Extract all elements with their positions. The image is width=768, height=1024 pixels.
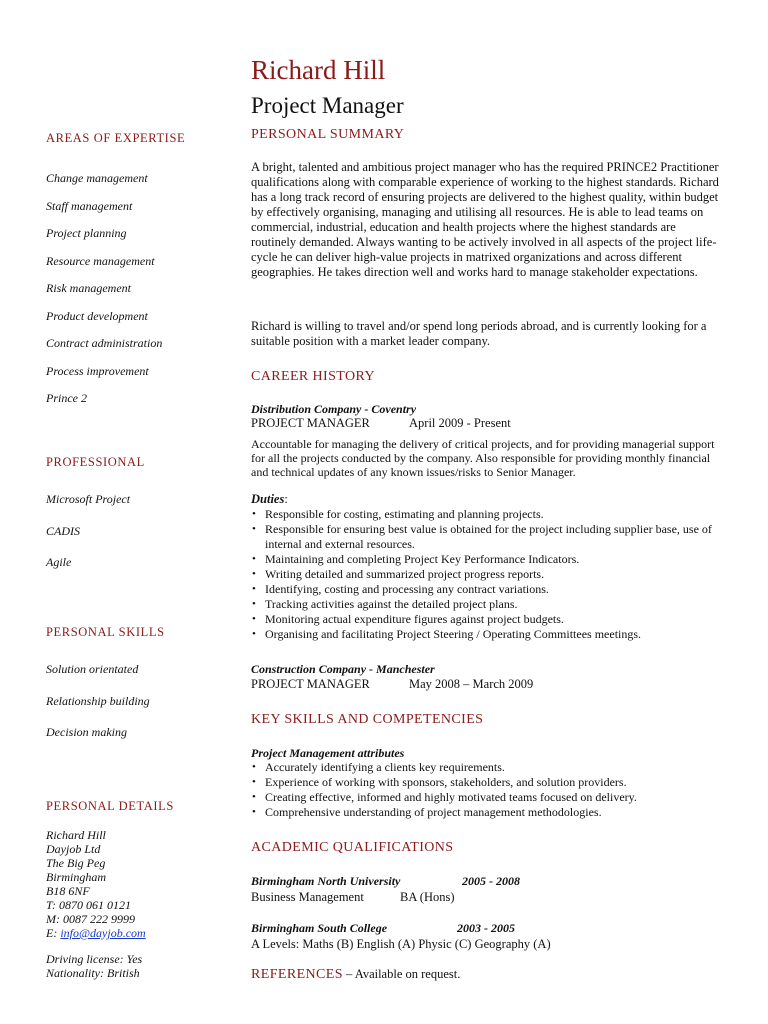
duty-item: • Tracking activities against the detailed project plans. bbox=[265, 597, 721, 612]
duty-item: • Responsible for costing, estimating and planning projects. bbox=[265, 507, 721, 522]
qualification-1-detail bbox=[251, 890, 455, 905]
details-line: The Big Peg bbox=[46, 856, 106, 870]
expertise-item: Product development bbox=[46, 308, 148, 323]
duty-item: • Writing detailed and summarized project progress reports. bbox=[265, 567, 721, 582]
summary-paragraph: A bright, talented and ambitious project manager who has the required PRINCE2 Practitioner qualifications along with comparable experience of working to the highest standards. Richard has a long track record of ensuring projects are delivered to the highest quality, within budget by effectively organising, managing and utilising all resources. He is able to lead teams on commercial, industrial, education and health projects where the highest standards are routinely demanded. Always wanting to be actively involved in all aspects of the project life-cycle he can deliver high-value projects in matrixed organizations and across different geographies. He takes direction well and works hard to manage stakeholder expectations. bbox=[251, 160, 719, 279]
key-skill-item: • Creating effective, informed and highly motivated teams focused on delivery. bbox=[265, 790, 721, 805]
professional-heading: PROFESSIONAL bbox=[46, 455, 145, 469]
personal-details-heading: PERSONAL DETAILS bbox=[46, 799, 174, 813]
personal-skill-item: Relationship building bbox=[46, 693, 150, 708]
key-skills-list bbox=[251, 760, 721, 820]
job1-company: Distribution Company - Coventry bbox=[251, 402, 417, 416]
expertise-item: Contract administration bbox=[46, 336, 163, 350]
references-line bbox=[251, 967, 460, 983]
expertise-item: Project planning bbox=[46, 226, 127, 240]
details-line: B18 6NF bbox=[46, 884, 90, 898]
expertise-item: Risk management bbox=[46, 281, 131, 295]
qualification-1-school: Birmingham North University bbox=[251, 874, 401, 888]
expertise-item: Staff management bbox=[46, 198, 133, 213]
personal-skills-heading: PERSONAL SKILLS bbox=[46, 625, 165, 639]
details-line: Richard Hill bbox=[46, 828, 106, 842]
expertise-item: Prince 2 bbox=[46, 391, 87, 405]
job1-role: PROJECT MANAGER bbox=[251, 416, 370, 430]
details-line: T: 0870 061 0121 bbox=[46, 898, 132, 912]
duties-label bbox=[251, 492, 288, 507]
expertise-item: Resource management bbox=[46, 253, 155, 268]
professional-item: Agile bbox=[46, 555, 72, 569]
qualification-2-years: 2003 - 2005 bbox=[457, 921, 515, 935]
details-line: M: 0087 222 9999 bbox=[46, 912, 135, 926]
details-line: Birmingham bbox=[46, 870, 106, 884]
job2-role: PROJECT MANAGER bbox=[251, 677, 370, 691]
personal-skill-item: Solution orientated bbox=[46, 662, 139, 676]
job2-company: Construction Company - Manchester bbox=[251, 662, 435, 676]
job1-role-row bbox=[251, 416, 511, 431]
duty-item: • Organising and facilitating Project Steering / Operating Committees meetings. bbox=[265, 627, 721, 642]
email-line bbox=[46, 926, 146, 940]
duty-item: • Maintaining and completing Project Key Performance Indicators. bbox=[265, 552, 721, 567]
references-heading: REFERENCES bbox=[251, 967, 343, 982]
professional-list bbox=[46, 484, 130, 579]
qualification-1-header bbox=[251, 874, 520, 889]
personal-details-block bbox=[46, 828, 146, 980]
personal-skill-item: Decision making bbox=[46, 725, 127, 739]
qualification-2-school: Birmingham South College bbox=[251, 921, 388, 935]
professional-item: Microsoft Project bbox=[46, 492, 131, 506]
details-line: Dayjob Ltd bbox=[46, 842, 101, 856]
expertise-list bbox=[46, 165, 162, 413]
academic-heading: ACADEMIC QUALIFICATIONS bbox=[251, 840, 454, 855]
email-prefix: E: bbox=[46, 926, 61, 940]
summary-paragraph-2: Richard is willing to travel and/or spend long periods abroad, and is currently looking for a suitable position with a market leader company. bbox=[251, 319, 707, 348]
duty-item: • Responsible for ensuring best value is obtained for the project including supplier base, use of internal and external resources. bbox=[265, 522, 721, 552]
key-skill-item: • Accurately identifying a clients key requirements. bbox=[265, 760, 721, 775]
candidate-name: Richard Hill bbox=[251, 55, 386, 85]
personal-skills-list bbox=[46, 654, 150, 749]
qualification-1-award: BA (Hons) bbox=[400, 890, 455, 904]
professional-item: CADIS bbox=[46, 523, 80, 538]
driving-license: Driving license: Yes bbox=[46, 952, 143, 966]
qualification-1-years: 2005 - 2008 bbox=[462, 874, 520, 888]
job2-role-row bbox=[251, 677, 533, 692]
qualification-1-course: Business Management bbox=[251, 890, 364, 904]
summary-heading: PERSONAL SUMMARY bbox=[251, 127, 405, 142]
job-title: Project Manager bbox=[251, 93, 404, 118]
job2-dates: May 2008 – March 2009 bbox=[409, 677, 534, 691]
references-text: Available on request. bbox=[354, 967, 461, 981]
duties-list bbox=[251, 507, 721, 642]
key-skills-subheading: Project Management attributes bbox=[251, 746, 405, 760]
nationality: Nationality: British bbox=[46, 966, 140, 980]
duty-item: • Monitoring actual expenditure figures against project budgets. bbox=[265, 612, 721, 627]
expertise-heading: AREAS OF EXPERTISE bbox=[46, 131, 186, 145]
expertise-item: Process improvement bbox=[46, 363, 149, 378]
key-skill-item: • Experience of working with sponsors, stakeholders, and solution providers. bbox=[265, 775, 721, 790]
duties-label-text: Duties bbox=[251, 492, 285, 506]
key-skills-heading: KEY SKILLS AND COMPETENCIES bbox=[251, 712, 484, 727]
email-link[interactable]: info@dayjob.com bbox=[60, 926, 146, 940]
career-heading: CAREER HISTORY bbox=[251, 369, 375, 384]
qualification-2-detail: A Levels: Maths (B) English (A) Physic (C) Geography (A) bbox=[251, 937, 551, 951]
qualification-2-header bbox=[251, 921, 515, 936]
key-skill-item: • Comprehensive understanding of project management methodologies. bbox=[265, 805, 721, 820]
expertise-item: Change management bbox=[46, 171, 148, 185]
job1-description: Accountable for managing the delivery of critical projects, and for providing managerial support for all the projects conducted by the company. Also responsible for providing monthly financial and technical updates of any known issues/risks to Senior Manager. bbox=[251, 437, 715, 479]
references-dash: – bbox=[342, 967, 355, 981]
duties-colon: : bbox=[284, 492, 288, 506]
duty-item: • Identifying, costing and processing any contract variations. bbox=[265, 582, 721, 597]
job1-dates: April 2009 - Present bbox=[409, 416, 511, 430]
